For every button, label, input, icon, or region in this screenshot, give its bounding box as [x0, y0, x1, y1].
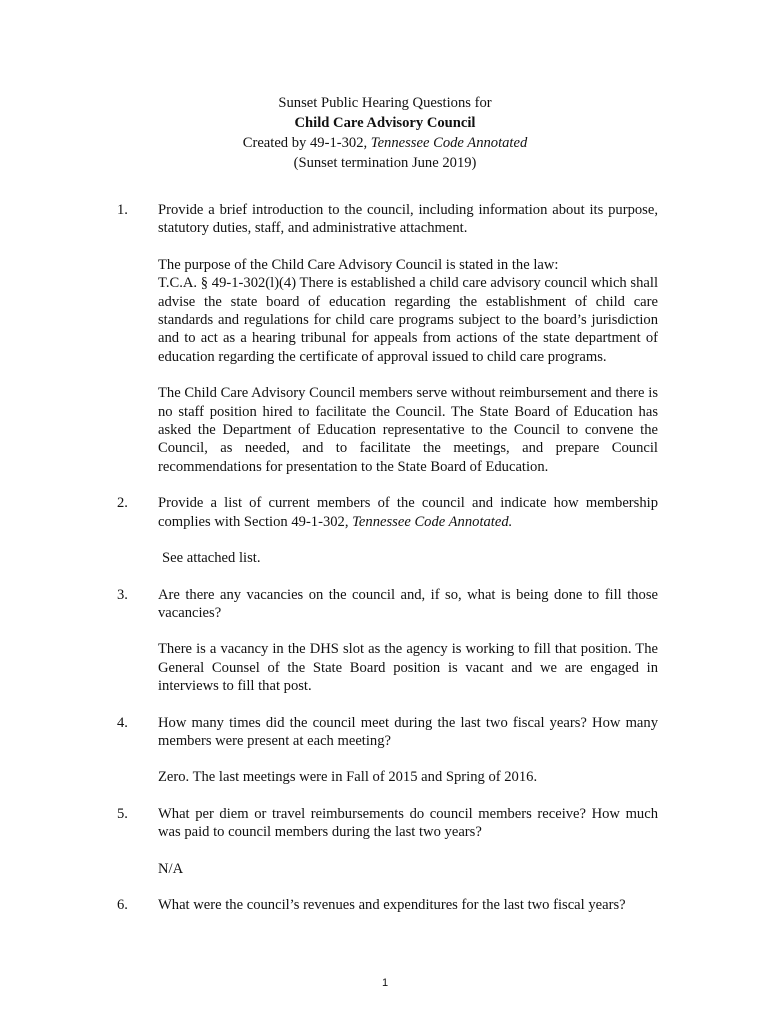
answer-1-purpose: [117, 256, 658, 366]
question-text-prefix: Provide a list of current members of the council and indicate how membership complies with Section 49-1-302,: [158, 495, 658, 530]
questions-list: [117, 201, 658, 914]
question-6: [117, 896, 658, 914]
answer-4: Zero. The last meetings were in Fall of 2015 and Spring of 2016.: [158, 769, 538, 786]
council-title: Child Care Advisory Council: [294, 115, 476, 131]
question-text: [158, 494, 658, 531]
question-number: 6.: [117, 896, 128, 913]
question-2: [117, 494, 658, 531]
answer-3: There is a vacancy in the DHS slot as the agency is working to fill that position. The General Counsel of the State Board position is vacant and we are engaged in interviews to fill that post.: [158, 641, 658, 695]
answer-1-statute: T.C.A. § 49-1-302(l)(4) There is established a child care advisory council which shall advise the state board of education regarding the establishment of child care standards and regulations for child care programs subject to the board’s jurisdiction and to act as a hearing tribunal for appeals from actions of the state department of education regarding the certificate of approval issued to child care programs.: [158, 275, 658, 365]
document-header: [0, 93, 770, 173]
question-number: 2.: [117, 495, 128, 512]
header-line-3-prefix: Created by 49-1-302,: [242, 135, 371, 151]
question-number: 1.: [117, 202, 128, 218]
header-line-3-italic: Tennessee Code Annotated: [370, 135, 528, 151]
question-text: What per diem or travel reimbursements do council members receive? How much was paid to council members during the last two years?: [158, 805, 658, 841]
question-1: [117, 201, 658, 238]
question-number: 3.: [117, 586, 128, 603]
question-text-italic: Tennessee Code Annotated.: [352, 513, 513, 530]
answer-1-intro: The purpose of the Child Care Advisory Council is stated in the law:: [158, 256, 559, 273]
question-3: [117, 586, 658, 623]
header-line-3: [0, 133, 770, 153]
question-text: Provide a brief introduction to the council, including information about its purpose, statutory duties, staff, and administrative attachment.: [158, 202, 658, 237]
sunset-termination: (Sunset termination June 2019): [293, 155, 477, 171]
question-text: Are there any vacancies on the council and, if so, what is being done to fill those vacancies?: [158, 586, 658, 621]
question-4: [117, 714, 658, 751]
question-number: 5.: [117, 805, 128, 822]
question-text: How many times did the council meet during the last two fiscal years? How many members were present at each meeting?: [158, 714, 658, 749]
page-number: 1: [381, 977, 389, 989]
header-line-1: Sunset Public Hearing Questions for: [278, 95, 492, 111]
question-number: 4.: [117, 714, 128, 731]
question-text: What were the council’s revenues and expenditures for the last two fiscal years?: [158, 896, 626, 913]
answer-5: N/A: [158, 860, 184, 877]
question-5: [117, 805, 658, 842]
answer-1-staff: The Child Care Advisory Council members serve without reimbursement and there is no staff position hired to facilitate the Council. The State Board of Education has asked the Department of Education representative to the Council to convene the Council, as needed, and to facilitate the meetings, and prepare Council recommendations for presentation to the State Board of Education.: [158, 385, 658, 475]
answer-2: See attached list.: [162, 550, 261, 567]
